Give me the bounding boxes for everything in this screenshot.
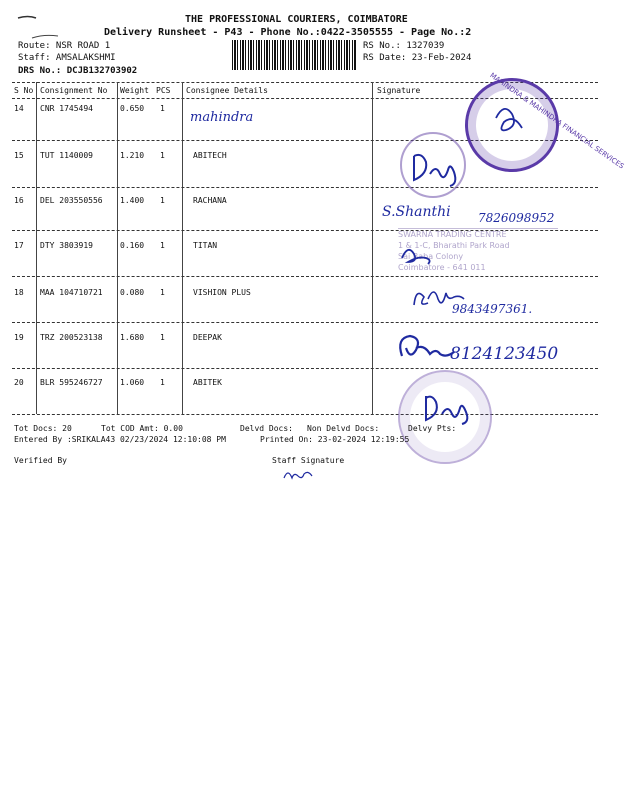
row-consignment: TRZ 200523138 [40,333,103,342]
row-consignee: ABITECH [193,151,227,160]
row-sno: 16 [14,196,24,205]
row-consignment: TUT 1140009 [40,151,93,160]
signature-19-phone: 8124123450 [450,344,559,364]
row-weight: 1.680 [120,333,145,342]
signature-17 [398,240,438,268]
row-sno: 17 [14,241,24,250]
handwritten-consignee: mahindra [190,110,254,125]
col-divider [36,82,37,414]
stamp-text: MAHINDRA & MAHINDRA FINANCIAL SERVICES [488,71,625,171]
company-title: THE PROFESSIONAL COURIERS, COIMBATORE [185,14,408,25]
total-cod: Tot COD Amt: 0.00 [101,424,183,433]
row-consignment: BLR 595246727 [40,378,103,387]
row-consignee: DEEPAK [193,333,222,342]
row-divider [12,322,598,323]
row-sno: 20 [14,378,24,387]
staff-label: Staff: AMSALAKSHMI [18,53,116,63]
row-pcs: 1 [160,104,165,113]
row-consignee: VISHION PLUS [193,288,251,297]
rs-number: RS No.: 1327039 [363,41,445,51]
row-pcs: 1 [160,241,165,250]
signature-20 [420,392,490,426]
row-sno: 15 [14,151,24,160]
rs-date: RS Date: 23-Feb-2024 [363,53,472,63]
staff-signature-label: Staff Signature [272,456,345,465]
col-header: Consignment No [40,86,108,95]
row-weight: 1.060 [120,378,145,387]
row-weight: 0.080 [120,288,145,297]
runsheet-subtitle: Delivery Runsheet - P43 - Phone No.:0422-3505555 - Page No.:2 [104,27,472,38]
row-pcs: 1 [160,378,165,387]
stamp-line: 1 & 1-C, Bharathi Park Road [398,241,510,250]
row-consignment: DEL 203550556 [40,196,103,205]
row-pcs: 1 [160,151,165,160]
barcode [232,40,356,70]
entered-by: Entered By :SRIKALA43 02/23/2024 12:10:08 PM [14,435,226,444]
delivery-points: Delvy Pts: [408,424,457,433]
col-divider [182,82,183,414]
row-consignment: CNR 1745494 [40,104,93,113]
row-weight: 0.650 [120,104,145,113]
row-weight: 0.160 [120,241,145,250]
col-divider [117,82,118,414]
row-sno: 19 [14,333,24,342]
non-delivered-docs: Non Delvd Docs: [307,424,380,433]
printed-on: Printed On: 23-02-2024 12:19:55 [260,435,410,444]
stamp-signature [490,100,530,140]
stamp-line: SWARNA TRADING CENTRE [398,230,507,239]
signature-16-phone: 7826098952 [478,211,555,225]
col-header: Signature [377,86,421,95]
row-consignment: DTY 3803919 [40,241,93,250]
col-divider [372,82,373,414]
staff-signature [282,466,322,482]
drs-label: DRS No.: DCJB132703902 [18,66,138,76]
signature-15 [408,150,478,190]
route-label: Route: NSR ROAD 1 [18,41,111,51]
col-header: Consignee Details [186,86,268,95]
row-pcs: 1 [160,288,165,297]
row-pcs: 1 [160,333,165,342]
row-divider [12,368,598,369]
row-divider [12,414,598,415]
corner-scribble [10,12,70,42]
col-header: S No [14,86,34,95]
row-consignee: TITAN [193,241,218,250]
row-weight: 1.210 [120,151,145,160]
col-header: Weight [120,86,149,95]
total-docs: Tot Docs: 20 [14,424,72,433]
row-consignment: MAA 104710721 [40,288,103,297]
row-weight: 1.400 [120,196,145,205]
stamp-line: Coimbatore - 641 011 [398,263,486,272]
row-divider [12,187,598,188]
verified-by: Verified By [14,456,67,465]
stamp-line: Sai Baba Colony [398,252,464,261]
row-sno: 18 [14,288,24,297]
signature-18-phone: 9843497361. [452,302,533,316]
row-sno: 14 [14,104,24,113]
row-pcs: 1 [160,196,165,205]
col-header: PCS [156,86,171,95]
row-consignee: ABITEK [193,378,222,387]
row-consignee: RACHANA [193,196,227,205]
signature-16-name: S.Shanthi [382,204,451,220]
delivered-docs: Delvd Docs: [240,424,293,433]
